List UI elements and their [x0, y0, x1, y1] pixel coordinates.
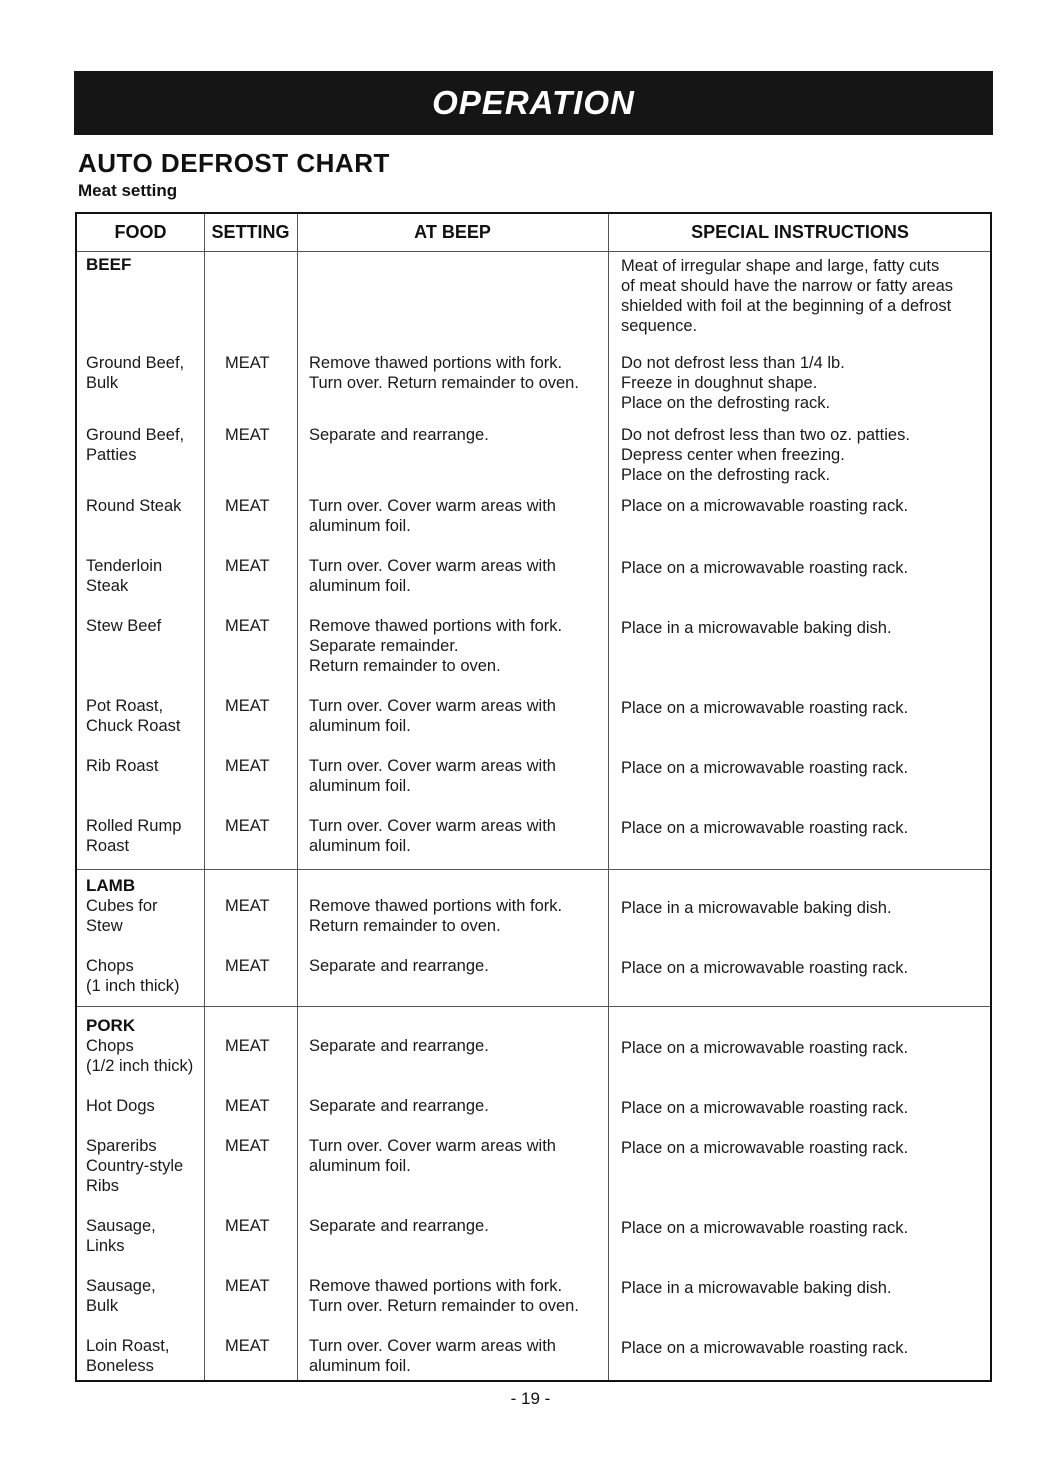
column-divider: [297, 214, 298, 1380]
row-special: Place on a microwavable roasting rack.: [621, 497, 909, 515]
row-at-beep: Remove thawed portions with fork. Turn over. Return remainder to oven.: [309, 354, 579, 392]
row-special: Do not defrost less than two oz. patties. Depress center when freezing. Place on the defrosting rack.: [621, 426, 910, 484]
row-setting: MEAT: [225, 697, 270, 715]
page-subtitle: Meat setting: [78, 181, 178, 200]
section-title-beef: BEEF: [86, 255, 132, 274]
row-food: Ground Beef, Bulk: [86, 354, 185, 392]
row-setting: MEAT: [225, 1037, 270, 1055]
row-at-beep: Remove thawed portions with fork. Separate remainder. Return remainder to oven.: [309, 617, 563, 675]
row-food: Round Steak: [86, 497, 182, 515]
row-food: Loin Roast, Boneless: [86, 1337, 170, 1375]
row-at-beep: Separate and rearrange.: [309, 426, 489, 444]
row-special: Place in a microwavable baking dish.: [621, 899, 892, 917]
row-setting: MEAT: [225, 497, 270, 515]
section-divider: [77, 869, 990, 870]
row-setting: MEAT: [225, 897, 270, 915]
row-food: Tenderloin Steak: [86, 557, 163, 595]
row-food: Rib Roast: [86, 757, 159, 775]
row-at-beep: Turn over. Cover warm areas with aluminum foil.: [309, 757, 556, 795]
row-at-beep: Remove thawed portions with fork. Turn over. Return remainder to oven.: [309, 1277, 579, 1315]
row-special: Place on a microwavable roasting rack.: [621, 1039, 909, 1057]
row-at-beep: Separate and rearrange.: [309, 1037, 489, 1055]
section-intro-beef: Meat of irregular shape and large, fatty cuts of meat should have the narrow or fatty areas shielded with foil at the beginning of a defrost sequence.: [621, 257, 954, 335]
row-at-beep: Separate and rearrange.: [309, 957, 489, 975]
row-setting: MEAT: [225, 1277, 270, 1295]
row-at-beep: Separate and rearrange.: [309, 1097, 489, 1115]
section-title-pork: PORK: [86, 1016, 136, 1035]
row-at-beep: Separate and rearrange.: [309, 1217, 489, 1235]
row-at-beep: Turn over. Cover warm areas with aluminum foil.: [309, 817, 556, 855]
row-special: Place on a microwavable roasting rack.: [621, 559, 909, 577]
header-food: FOOD: [114, 222, 167, 242]
row-at-beep: Turn over. Cover warm areas with aluminum foil.: [309, 497, 556, 535]
row-setting: MEAT: [225, 354, 270, 372]
column-divider: [204, 214, 205, 1380]
row-special: Do not defrost less than 1/4 lb. Freeze in doughnut shape. Place on the defrosting rack.: [621, 354, 845, 412]
page-title: AUTO DEFROST CHART: [78, 148, 390, 178]
row-special: Place in a microwavable baking dish.: [621, 1279, 892, 1297]
row-special: Place on a microwavable roasting rack.: [621, 1219, 909, 1237]
row-food: Sausage, Bulk: [86, 1277, 156, 1315]
row-special: Place on a microwavable roasting rack.: [621, 1099, 909, 1117]
row-setting: MEAT: [225, 617, 270, 635]
row-setting: MEAT: [225, 1217, 270, 1235]
header-special-instructions: SPECIAL INSTRUCTIONS: [691, 222, 909, 242]
row-at-beep: Turn over. Cover warm areas with aluminum foil.: [309, 1337, 556, 1375]
row-food: Pot Roast, Chuck Roast: [86, 697, 181, 735]
page-number: - 19 -: [510, 1389, 551, 1408]
operation-banner: [74, 71, 993, 135]
section-divider: [77, 1006, 990, 1007]
row-at-beep: Turn over. Cover warm areas with aluminum foil.: [309, 1137, 556, 1175]
row-food: Hot Dogs: [86, 1097, 155, 1115]
row-at-beep: Turn over. Cover warm areas with aluminum foil.: [309, 557, 556, 595]
row-setting: MEAT: [225, 1137, 270, 1155]
row-food: Stew Beef: [86, 617, 162, 635]
row-special: Place on a microwavable roasting rack.: [621, 759, 909, 777]
row-setting: MEAT: [225, 817, 270, 835]
row-food: Ground Beef, Patties: [86, 426, 185, 464]
header-at-beep: AT BEEP: [414, 222, 491, 242]
row-special: Place on a microwavable roasting rack.: [621, 1339, 909, 1357]
row-special: Place on a microwavable roasting rack.: [621, 1139, 909, 1157]
row-setting: MEAT: [225, 557, 270, 575]
row-food: Spareribs Country-style Ribs: [86, 1137, 184, 1195]
row-at-beep: Turn over. Cover warm areas with aluminum foil.: [309, 697, 556, 735]
row-setting: MEAT: [225, 757, 270, 775]
row-food: Chops (1/2 inch thick): [86, 1037, 194, 1075]
section-title-lamb: LAMB: [86, 876, 136, 895]
row-setting: MEAT: [225, 1337, 270, 1355]
row-setting: MEAT: [225, 957, 270, 975]
row-food: Chops (1 inch thick): [86, 957, 180, 995]
row-special: Place on a microwavable roasting rack.: [621, 819, 909, 837]
row-setting: MEAT: [225, 1097, 270, 1115]
row-food: Rolled Rump Roast: [86, 817, 182, 855]
row-special: Place in a microwavable baking dish.: [621, 619, 892, 637]
row-special: Place on a microwavable roasting rack.: [621, 959, 909, 977]
row-special: Place on a microwavable roasting rack.: [621, 699, 909, 717]
row-food: Cubes for Stew: [86, 897, 158, 935]
row-food: Sausage, Links: [86, 1217, 156, 1255]
defrost-chart-table: [75, 212, 992, 1382]
header-setting: SETTING: [211, 222, 290, 242]
banner-title: OPERATION: [432, 84, 635, 121]
header-divider: [77, 251, 990, 252]
row-at-beep: Remove thawed portions with fork. Return remainder to oven.: [309, 897, 563, 935]
row-setting: MEAT: [225, 426, 270, 444]
